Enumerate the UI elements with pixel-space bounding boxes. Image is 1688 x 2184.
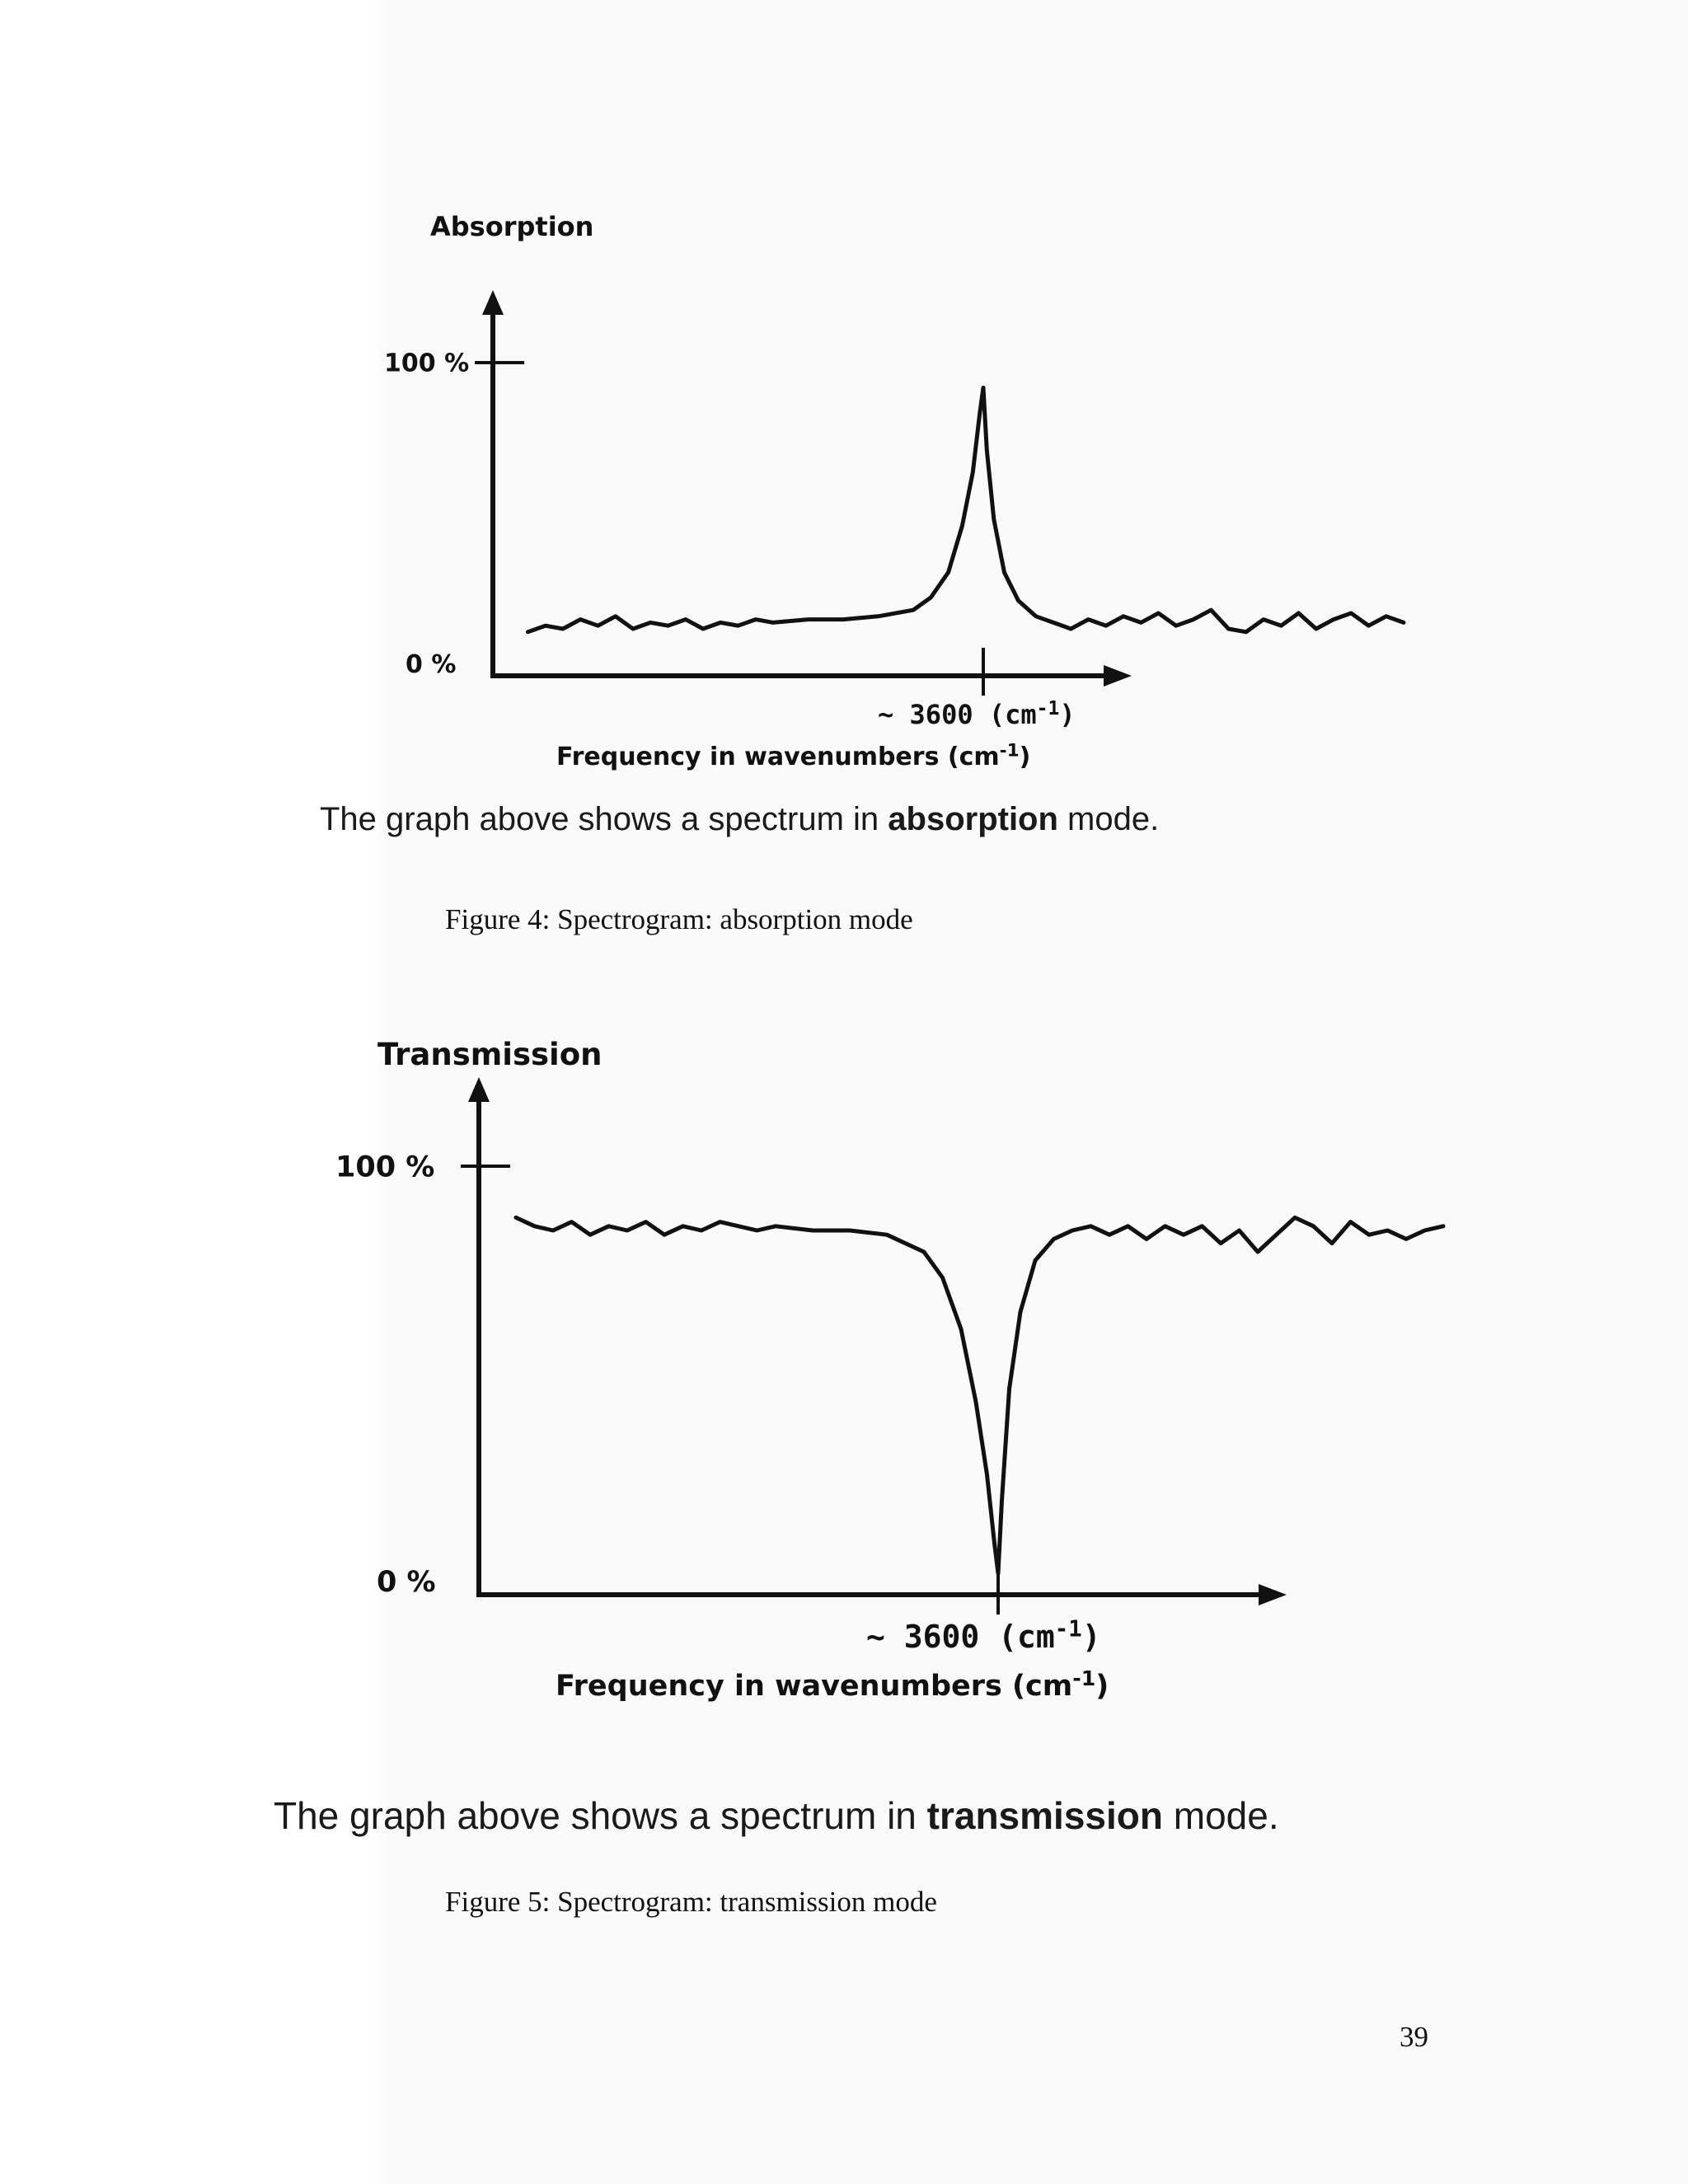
spectrum-point [807,618,809,621]
absorption-statement [320,801,1159,838]
x-axis-label-superscript: -1 [1072,1666,1096,1690]
spectrum-point [885,1234,888,1236]
spectrum-point [645,1221,647,1223]
x-axis-label-close: ) [1095,1670,1109,1703]
y-axis-label: Transmission [377,1037,603,1072]
spectrum-point [1090,1225,1092,1227]
spectrum-point [649,621,652,624]
y-tick-label-0: 0 % [377,1566,436,1599]
spectrum-point [842,618,844,621]
spectrum-point [737,625,739,627]
spectrum-point [631,627,634,630]
y-axis-arrowhead [482,290,504,315]
spectrum-point [756,1229,758,1231]
spectrum-point [1034,615,1037,617]
spectrum-point [626,1229,628,1231]
spectrum-point [993,1542,996,1544]
spectrum-point [986,449,988,452]
spectrum-point [982,387,984,389]
x-axis-label-text: Frequency in wavenumbers (cm [556,743,1000,771]
spectrum-point [1157,612,1160,614]
spectrum-point [1008,1388,1010,1390]
spectrum-point [607,1225,610,1227]
spectrum-point [684,618,687,621]
x-axis-label [556,741,1030,772]
spectrum-point [1003,571,1006,574]
spectrum-point [1017,599,1020,602]
y-axis-label: Absorption [430,211,594,242]
spectrum-point [1052,621,1054,624]
spectrum-point [811,1229,814,1231]
spectrum-point [667,625,669,627]
x-tick-label-superscript: -1 [1036,697,1060,719]
spectrum-point [1332,618,1334,621]
spectrum-point [996,1572,999,1574]
spectrum-point [1280,625,1282,627]
x-axis-label-superscript: -1 [999,740,1020,762]
x-tick-label [866,1617,1101,1655]
absorption-spectrum-chart [0,181,1688,808]
spectrum-point [1001,1499,1003,1502]
spectrum-point [972,471,974,473]
figure-4-caption: Figure 4: Spectrogram: absorption mode [445,903,913,935]
spectrum-point [1145,1238,1147,1240]
statement-text-after: mode. [1162,1794,1279,1837]
x-tick-label-superscript: -1 [1054,1616,1082,1643]
spectrum-point [701,627,704,630]
spectrum-point [1293,1216,1296,1219]
x-axis-label [556,1666,1109,1703]
spectrum-point [1386,1229,1389,1231]
x-axis-arrowhead [1259,1584,1287,1605]
x-tick-label-close: ) [1081,1619,1101,1655]
x-tick-label-text: ~ 3600 (cm [878,699,1037,730]
x-tick-label-text: ~ 3600 (cm [866,1619,1055,1655]
x-tick-label-close: ) [1059,699,1076,730]
spectrum-point [1053,1238,1055,1240]
spectrum-point [1071,1229,1073,1231]
spectrum-point [1256,1250,1259,1253]
spectrum-point [1402,621,1404,624]
spectrum-point [1315,627,1317,630]
spectrum-point [719,1221,721,1223]
spectrum-point [1219,1242,1221,1244]
spectrum-point [663,1234,665,1236]
transmission-spectrum-chart [0,1014,1688,1739]
spectrum-point [848,1229,851,1231]
spectrum-point [1275,1234,1278,1236]
spectrum-point [737,1225,739,1227]
statement-text-before: The graph above shows a spectrum in [274,1794,927,1837]
spectrum-point [1404,1238,1407,1240]
x-axis-arrowhead [1104,665,1132,687]
spectrum-point [1164,1225,1166,1227]
y-tick-label-100: 100 % [335,1151,435,1184]
spectrum-point [1312,1225,1315,1227]
spectrum-point [771,621,774,624]
spectrum-point [1140,621,1142,624]
statement-text-bold: absorption [888,801,1058,837]
y-tick-label-0: 0 % [406,650,457,679]
spectrum-point [877,615,879,617]
y-axis-arrowhead [468,1077,490,1102]
x-tick-label [878,698,1076,730]
spectrum-point [614,615,617,617]
spectrum-point [700,1229,702,1231]
spectrum-point [947,571,950,574]
spectrum-point [930,596,932,598]
spectrum-point [588,1234,591,1236]
x-axis-label-text: Frequency in wavenumbers (cm [556,1670,1073,1703]
figure-5-caption: Figure 5: Spectrogram: transmission mode [445,1886,937,1918]
spectrum-point [533,1225,536,1227]
spectrum-point [1245,630,1247,633]
statement-text-bold: transmission [926,1794,1163,1837]
spectrum-point [1297,612,1300,614]
spectrum-point [1349,1221,1352,1223]
spectrum-point [959,1328,962,1330]
spectrum-point [1227,627,1230,630]
x-axis-label-close: ) [1019,743,1031,771]
spectrum-point [579,618,582,621]
transmission-statement [274,1793,1279,1838]
spectrum-point [1122,615,1124,617]
spectrum-point [974,1400,977,1403]
spectrum-point [1070,627,1072,630]
statement-text-after: mode. [1057,801,1160,837]
spectrum-point [682,1225,684,1227]
spectrum-point [1262,618,1264,621]
spectrum-point [1087,618,1090,621]
spectrum-point [961,524,964,527]
spectrum-point [1034,1259,1036,1262]
spectrum-point [1385,615,1387,617]
spectrum-point [774,1225,776,1227]
spectrum-point [922,1250,925,1253]
spectrum-point [551,1229,554,1231]
spectrum-point [561,627,564,630]
spectrum-point [754,618,757,621]
spectrum-point [986,1474,988,1476]
statement-text-before: The graph above shows a spectrum in [320,801,889,837]
spectrum-point [941,1277,944,1279]
spectrum-point [1201,1225,1203,1227]
spectrum-point [1423,1229,1426,1231]
spectrum-point [1104,625,1107,627]
spectrum-point [527,630,529,633]
spectrum-point [514,1216,517,1219]
spectrum-point [978,411,981,414]
spectrum-line [516,1217,1443,1573]
spectrum-point [570,1221,573,1223]
y-tick-label-100: 100 % [384,349,470,378]
spectrum-point [1442,1225,1444,1227]
spectrum-point [544,625,546,627]
spectrum-point [1367,625,1370,627]
spectrum-point [1238,1229,1240,1231]
spectrum-point [912,609,914,612]
spectrum-point [1367,1234,1370,1236]
spectrum-point [992,518,995,520]
spectrum-point [1350,612,1353,614]
spectrum-point [1210,609,1212,612]
spectrum-point [1019,1310,1021,1313]
spectrum-point [1127,1225,1129,1227]
page-number: 39 [1400,2021,1428,2053]
spectrum-point [1330,1242,1333,1244]
spectrum-point [720,621,722,624]
spectrum-point [1108,1234,1110,1236]
spectrum-point [1182,1234,1184,1236]
spectrum-line [528,387,1404,631]
spectrum-point [1175,625,1177,627]
spectrum-point [597,625,599,627]
spectrum-point [1192,618,1194,621]
